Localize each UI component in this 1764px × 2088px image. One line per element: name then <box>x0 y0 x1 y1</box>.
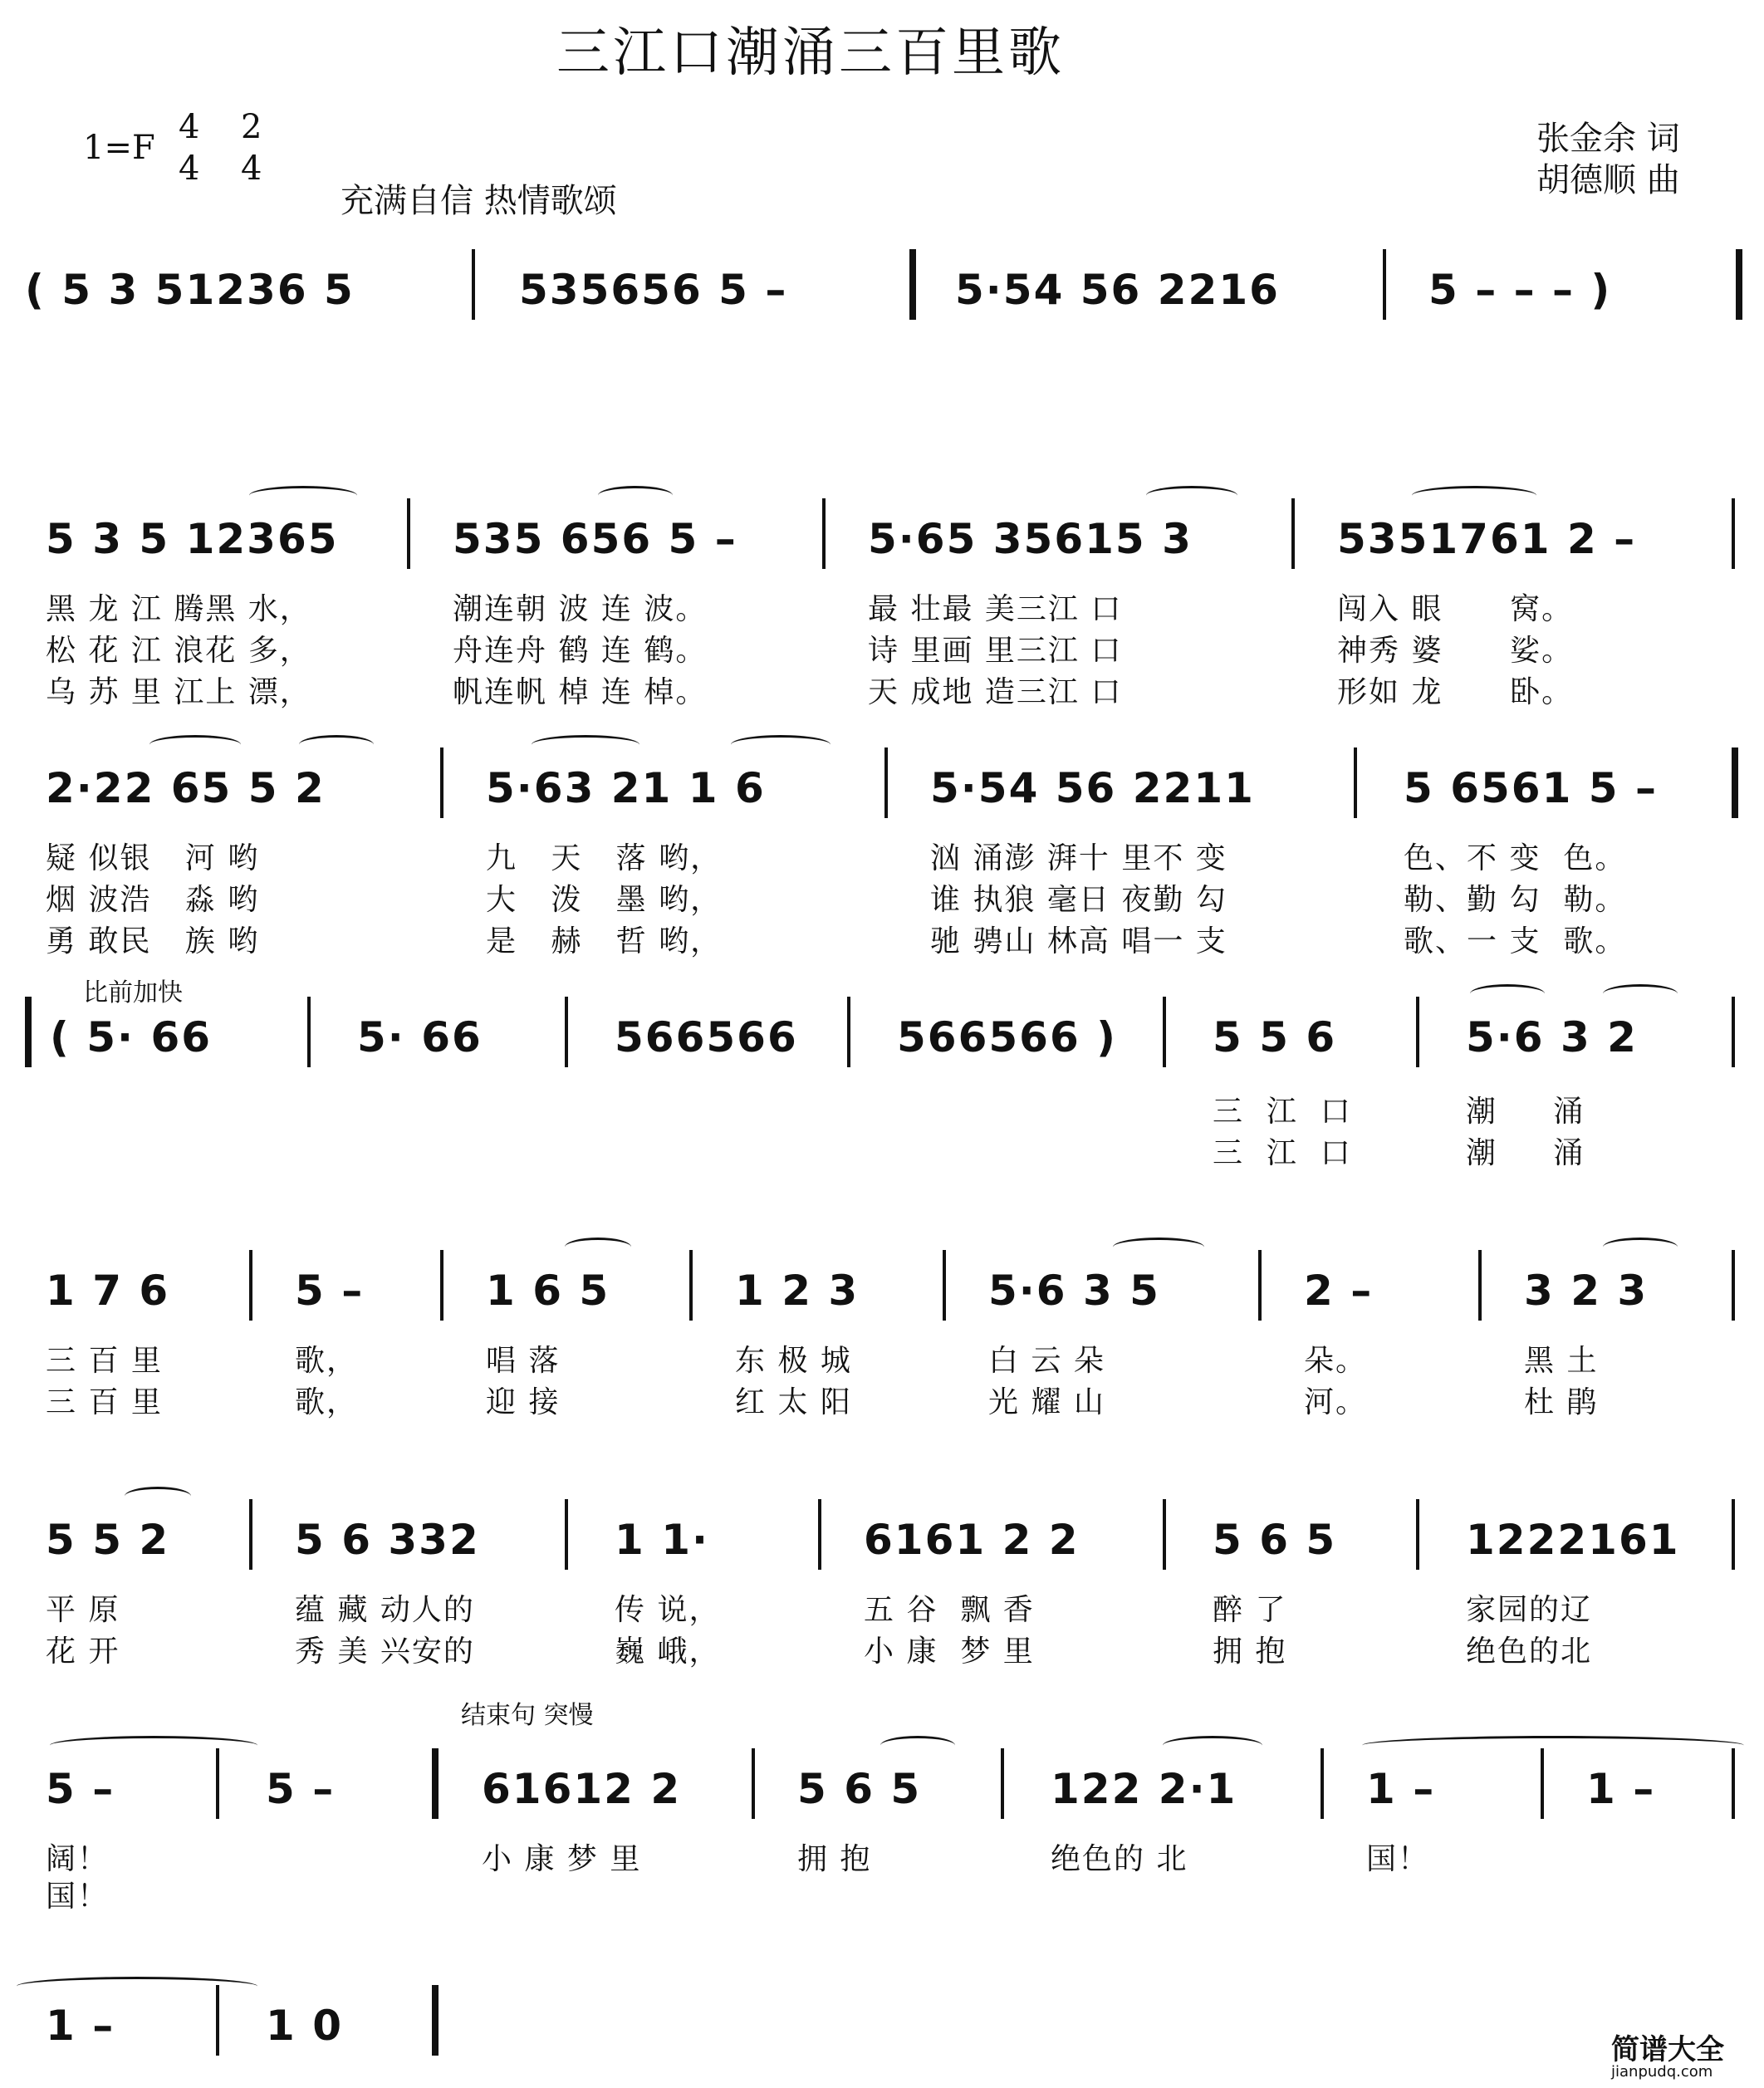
lyric: 形如 龙 卧。 <box>1337 675 1574 709</box>
lyric: 勒、勤 勾 勒。 <box>1404 883 1627 917</box>
measure: 566566 <box>615 1013 798 1061</box>
measure: 5·65 35615 3 <box>868 515 1193 563</box>
barline <box>1416 997 1419 1067</box>
barline <box>1383 249 1386 320</box>
measure: 122 2·1 <box>1051 1765 1237 1813</box>
measure: 5 – <box>295 1267 365 1315</box>
lyric: 朵。 <box>1304 1344 1368 1378</box>
measure: 5 – – – ) <box>1428 266 1612 314</box>
lyric: 五 谷 飘 香 <box>864 1593 1035 1627</box>
slur <box>880 1736 955 1755</box>
lyric: 潮 涌 <box>1466 1136 1585 1170</box>
lyric: 歌， <box>295 1344 359 1378</box>
lyric: 松 花 江 浪花 多， <box>46 634 311 668</box>
barline <box>818 1499 821 1570</box>
measure: 1 – <box>1586 1765 1656 1813</box>
barline <box>884 747 888 818</box>
measure: 5·54 56 2216 <box>955 266 1280 314</box>
lyric: 闯入 眼 窝。 <box>1337 592 1574 626</box>
barline <box>472 249 475 320</box>
barline <box>216 1748 219 1819</box>
lyric: 歌， <box>295 1385 359 1419</box>
lyric: 东 极 城 <box>735 1344 852 1378</box>
lyric: 拥 抱 <box>797 1842 872 1876</box>
measure: 5·6 3 2 <box>1466 1013 1638 1061</box>
lyric: 小 康 梦 里 <box>864 1635 1035 1669</box>
repeat-start-barline <box>25 997 32 1067</box>
slur <box>1603 984 1678 1003</box>
measure: 5 5 6 <box>1213 1013 1337 1061</box>
measure: 5·54 56 2211 <box>930 764 1255 812</box>
measure: 535656 5 – <box>519 266 788 314</box>
lyric: 醉 了 <box>1213 1593 1287 1627</box>
measure: 2 – <box>1304 1267 1374 1315</box>
barline <box>1163 997 1166 1067</box>
measure: 1 – <box>1366 1765 1436 1813</box>
barline <box>1416 1499 1419 1570</box>
lyric: 色、不 变 色。 <box>1404 841 1627 875</box>
measure: 1 7 6 <box>46 1267 170 1315</box>
time-sig-1-bottom: 4 <box>179 149 200 188</box>
barline <box>1732 498 1735 569</box>
barline <box>1732 1748 1735 1819</box>
barline <box>440 747 443 818</box>
measure: 5351761 2 – <box>1337 515 1637 563</box>
measure: 61612 2 <box>482 1765 682 1813</box>
lyric: 小 康 梦 里 <box>482 1842 642 1876</box>
measure: 5 6 5 <box>1213 1516 1337 1564</box>
slur <box>149 735 241 754</box>
barline <box>249 1499 252 1570</box>
watermark-url: jianpudq.com <box>1611 2063 1713 2081</box>
lyric: 白 云 朵 <box>988 1344 1105 1378</box>
measure: 5 5 2 <box>46 1516 170 1564</box>
slur <box>1470 984 1545 1003</box>
lyric: 绝色的 北 <box>1051 1842 1188 1876</box>
barline <box>847 997 850 1067</box>
barline <box>1001 1748 1004 1819</box>
slur <box>125 1487 191 1506</box>
tempo-mark: 结束句 突慢 <box>461 1701 594 1730</box>
lyric: 迎 接 <box>486 1385 561 1419</box>
measure: 566566 ) <box>897 1013 1117 1061</box>
slur <box>1146 486 1237 505</box>
measure: 1 – <box>46 2002 115 2050</box>
barline <box>689 1250 693 1321</box>
barline <box>1163 1499 1166 1570</box>
lyric: 三 江 口 <box>1213 1095 1352 1129</box>
barline <box>1732 1250 1735 1321</box>
slur <box>532 735 639 754</box>
barline <box>249 1250 252 1321</box>
measure: 3 2 3 <box>1524 1267 1649 1315</box>
measure: 5 – <box>266 1765 336 1813</box>
measure: 1222161 <box>1466 1516 1680 1564</box>
repeat-start-barline <box>909 249 916 320</box>
lyric: 歌、一 支 歌。 <box>1404 924 1627 958</box>
barline <box>1258 1250 1262 1321</box>
lyric: 三 百 里 <box>46 1385 163 1419</box>
measure: 5 6 5 <box>797 1765 922 1813</box>
barline <box>822 498 826 569</box>
slur <box>1113 1238 1204 1257</box>
measure: 2·22 65 5 2 <box>46 764 326 812</box>
lyric: 驰 骋山 林高 唱一 支 <box>930 924 1227 958</box>
lyric: 蕴 藏 动人的 <box>295 1593 475 1627</box>
slur <box>731 735 831 754</box>
lyric: 黑 龙 江 腾黑 水， <box>46 592 311 626</box>
final-barline <box>432 1985 439 2056</box>
barline <box>1321 1748 1324 1819</box>
lyric: 天 成地 造三江 口 <box>868 675 1123 709</box>
lyric: 舟连舟 鹤 连 鹤。 <box>453 634 708 668</box>
barline <box>565 997 568 1067</box>
site-watermark <box>1536 2027 1761 2085</box>
measure: 5·63 21 1 6 <box>486 764 766 812</box>
lyric: 红 太 阳 <box>735 1385 852 1419</box>
lyric: 大 泼 墨 哟， <box>486 883 723 917</box>
lyric: 谁 执狼 毫日 夜勤 勾 <box>930 883 1227 917</box>
measure: 5· 66 <box>357 1013 483 1061</box>
lyric: 国！ <box>46 1880 110 1914</box>
measure: 6161 2 2 <box>864 1516 1080 1564</box>
slur <box>299 735 374 754</box>
lyric: 最 壮最 美三江 口 <box>868 592 1123 626</box>
barline <box>407 498 410 569</box>
barline <box>1478 1250 1482 1321</box>
measure: ( 5 3 51236 5 <box>25 266 355 314</box>
barline <box>1291 498 1295 569</box>
time-sig-1-top: 4 <box>179 108 200 146</box>
barline <box>1732 1499 1735 1570</box>
lyric: 阔！ <box>46 1842 110 1876</box>
lyric: 平 原 <box>46 1593 120 1627</box>
barline <box>1541 1748 1544 1819</box>
lyric: 杜 鹃 <box>1524 1385 1599 1419</box>
slur <box>249 486 357 505</box>
lyric: 是 赫 哲 哟， <box>486 924 723 958</box>
measure: 1 2 3 <box>735 1267 860 1315</box>
repeat-end-barline <box>1732 747 1738 818</box>
measure: 1 0 <box>266 2002 343 2050</box>
slur <box>1163 1736 1262 1755</box>
composer: 胡德顺 曲 <box>1536 161 1680 199</box>
lyric: 秀 美 兴安的 <box>295 1635 475 1669</box>
lyric: 勇 敢民 族 哟 <box>46 924 260 958</box>
measure: 5·6 3 5 <box>988 1267 1160 1315</box>
final-barline <box>1736 249 1742 320</box>
key-signature: 1=F <box>83 129 155 167</box>
lyric: 诗 里画 里三江 口 <box>868 634 1123 668</box>
lyric: 帆连帆 棹 连 棹。 <box>453 675 708 709</box>
lyric: 国！ <box>1366 1842 1430 1876</box>
barline <box>307 997 311 1067</box>
slur <box>50 1736 257 1755</box>
slur <box>1412 486 1536 505</box>
lyric: 巍 峨， <box>615 1635 721 1669</box>
barline <box>216 1985 219 2056</box>
lyric: 花 开 <box>46 1635 120 1669</box>
lyric: 三 江 口 <box>1213 1136 1352 1170</box>
time-sig-2-top: 2 <box>241 108 262 146</box>
lyric: 唱 落 <box>486 1344 561 1378</box>
lyric: 汹 涌澎 湃十 里不 变 <box>930 841 1227 875</box>
barline <box>565 1499 568 1570</box>
slur <box>1362 1736 1744 1755</box>
measure: 5 6 332 <box>295 1516 480 1564</box>
measure: 5 3 5 12365 <box>46 515 339 563</box>
lyric: 潮连朝 波 连 波。 <box>453 592 708 626</box>
lyric: 九 天 落 哟， <box>486 841 723 875</box>
lyric: 神秀 婆 娑。 <box>1337 634 1574 668</box>
measure: ( 5· 66 <box>50 1013 213 1061</box>
slur <box>17 1977 257 1996</box>
measure: 5 6561 5 – <box>1404 764 1658 812</box>
lyric: 家园的辽 <box>1466 1593 1593 1627</box>
lyric: 潮 涌 <box>1466 1095 1585 1129</box>
lyric: 河。 <box>1304 1385 1368 1419</box>
song-title: 三江口潮涌三百里歌 <box>556 22 1065 84</box>
measure: 535 656 5 – <box>453 515 737 563</box>
lyric: 黑 土 <box>1524 1344 1599 1378</box>
barline <box>752 1748 755 1819</box>
lyricist: 张金余 词 <box>1536 120 1680 158</box>
watermark-name: 简谱大全 <box>1611 2033 1724 2066</box>
lyric: 绝色的北 <box>1466 1635 1593 1669</box>
lyric: 传 说， <box>615 1593 721 1627</box>
measure: 5 – <box>46 1765 115 1813</box>
lyric: 光 耀 山 <box>988 1385 1105 1419</box>
tempo-mark: 比前加快 <box>83 978 183 1007</box>
time-sig-2-bottom: 4 <box>241 149 262 188</box>
slur <box>565 1238 631 1257</box>
barline <box>1354 747 1357 818</box>
barline <box>1732 997 1735 1067</box>
repeat-end-barline <box>432 1748 439 1819</box>
measure: 1 6 5 <box>486 1267 610 1315</box>
slur <box>598 486 673 505</box>
lyric: 烟 波浩 淼 哟 <box>46 883 260 917</box>
barline <box>440 1250 443 1321</box>
lyric: 疑 似银 河 哟 <box>46 841 260 875</box>
lyric: 乌 苏 里 江上 漂， <box>46 675 311 709</box>
lyric: 拥 抱 <box>1213 1635 1287 1669</box>
expression-mark: 充满自信 热情歌颂 <box>341 182 617 220</box>
lyric: 三 百 里 <box>46 1344 163 1378</box>
slur <box>1603 1238 1678 1257</box>
barline <box>943 1250 946 1321</box>
measure: 1 1· <box>615 1516 709 1564</box>
